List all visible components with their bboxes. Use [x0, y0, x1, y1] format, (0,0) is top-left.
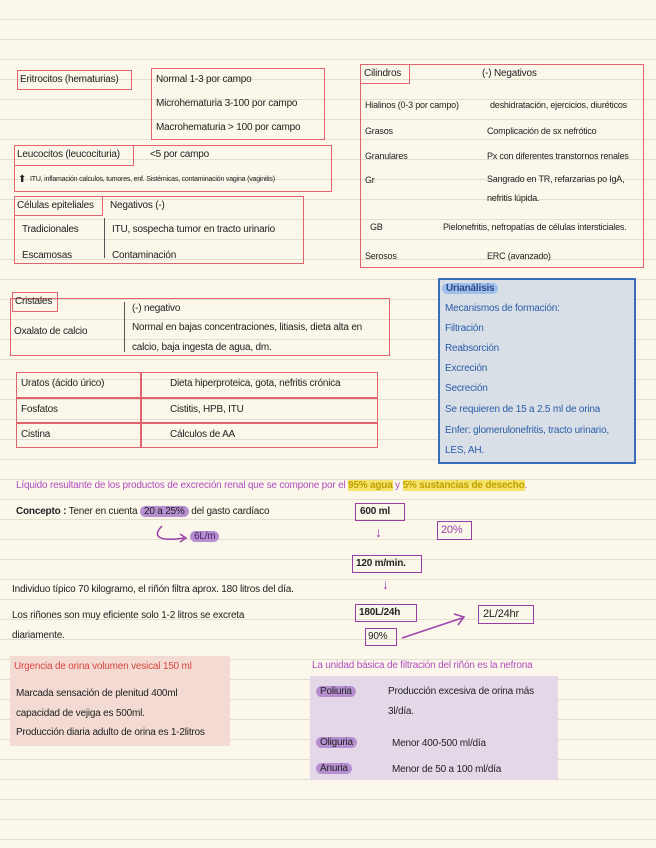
concept-liters: 6L/m	[190, 531, 219, 542]
casts-row-label: Hialinos (0-3 por campo)	[365, 100, 459, 110]
crystals-title-value: (-) negativo	[132, 303, 181, 314]
crystal-table-label: Fosfatos	[21, 404, 58, 415]
crystal-table-value: Cálculos de AA	[170, 429, 236, 440]
concept-label: Concepto :	[16, 506, 67, 517]
squamous-value: Contaminación	[112, 250, 177, 261]
epithelial-value: Negativos (-)	[110, 200, 165, 211]
right-up-arrow-icon	[400, 612, 470, 642]
transitional-label: Tradicionales	[22, 224, 79, 235]
nephron-desc: Menor 400-500 ml/día	[392, 738, 486, 749]
crystal-table-value: Dieta hiperproteica, gota, nefritis crónica	[170, 378, 341, 389]
casts-title: Cilindros	[364, 68, 402, 79]
transitional-value: ITU, sospecha tumor en tracto urinario	[112, 224, 276, 235]
casts-row-label: GB	[370, 222, 383, 232]
definition-text-a: Líquido resultante de los productos de excreción renal que se compone por el	[16, 480, 349, 491]
fact-line-2a: Los riñones son muy eficiente solo 1-2 litros se excreta	[12, 610, 245, 621]
concept-line	[16, 506, 269, 517]
definition-waste: 5% sustancias de desecho	[402, 480, 525, 491]
urinalysis-line: Enfer: glomerulonefritis, tracto urinario,	[445, 425, 609, 436]
flow-box-120-label: 120 m/min.	[356, 558, 406, 569]
urgency-line: Producción diaria adulto de orina es 1-2litros	[16, 727, 205, 738]
flow-pct-20-label: 20%	[441, 524, 463, 536]
nephron-desc: 3l/día.	[388, 706, 414, 717]
epithelial-label: Células epiteliales	[17, 200, 94, 211]
urgency-line: capacidad de vejiga es 500ml.	[16, 708, 145, 719]
crystal-table-divider-h	[16, 422, 378, 424]
nephron-term: Anuria	[316, 763, 352, 774]
oxalate-value-2: calcio, baja ingesta de agua, dm.	[132, 342, 272, 353]
oxalate-label: Oxalato de calcio	[14, 326, 88, 337]
casts-title-value: (-) Negativos	[482, 68, 537, 79]
crystal-table-label: Cistina	[21, 429, 51, 440]
casts-row-label: Grasos	[365, 126, 393, 136]
urinalysis-line: Filtración	[445, 323, 484, 334]
casts-row-value: ERC (avanzado)	[487, 251, 551, 261]
urinalysis-line: Se requieren de 15 a 2.5 ml de orina	[445, 404, 601, 415]
erythrocytes-macro: Macrohematuria > 100 por campo	[156, 122, 301, 133]
erythrocytes-normal: Normal 1-3 por campo	[156, 74, 252, 85]
erythrocytes-micro: Microhematuria 3-100 por campo	[156, 98, 298, 109]
concept-highlight: 20 a 25%	[140, 506, 189, 517]
curved-arrow-icon	[150, 522, 190, 544]
leukocytes-note: ITU, inflamación calculos, tumores, enf. Sistémicas, contaminación vagina (vaginitis)	[30, 176, 275, 183]
flow-box-2l-label: 2L/24hr	[483, 608, 519, 620]
crystals-divider	[124, 302, 125, 352]
nephron-term: Poliuria	[316, 686, 356, 697]
leukocytes-label: Leucocitos (leucocituria)	[17, 149, 120, 160]
oxalate-value-1: Normal en bajas concentraciones, litiasis, dieta alta en	[132, 322, 363, 333]
casts-row-value: deshidratación, ejercicios, diuréticos	[490, 100, 627, 110]
casts-row-value: Complicación de sx nefrótico	[487, 126, 597, 136]
fact-line-2b: diariamente.	[12, 630, 65, 641]
urinalysis-line: LES, AH.	[445, 445, 484, 456]
casts-row-value: Sangrado en TR, refarzarias po IgA, nefritis lúpida.	[487, 174, 625, 203]
down-arrow-icon: ↓	[382, 576, 389, 592]
crystals-title: Cristales	[15, 296, 53, 307]
urgency-line: Marcada sensación de plenitud 400ml	[16, 688, 178, 699]
epithelial-divider	[104, 218, 105, 258]
definition-and: y	[392, 480, 403, 491]
urinalysis-line: Secreción	[445, 383, 488, 394]
urinalysis-line: Excreción	[445, 363, 488, 374]
urgency-title: Urgencia de orina volumen vesical 150 ml	[14, 661, 192, 672]
casts-row-value: Pielonefritis, nefropatías de células intersticiales.	[443, 222, 627, 232]
leukocytes-value: <5 por campo	[150, 149, 210, 160]
up-arrow-icon: ⬆	[18, 174, 27, 185]
flow-pct-90-label: 90%	[368, 631, 388, 642]
concept-rest: del gasto cardíaco	[191, 506, 270, 517]
casts-row-label: Serosos	[365, 251, 397, 261]
crystal-table-value: Cistitis, HPB, ITU	[170, 404, 244, 415]
fact-line-1: Individuo típico 70 kilogramo, el riñón filtra aprox. 180 litros del día.	[12, 584, 294, 595]
definition-end: .	[524, 480, 528, 491]
urinalysis-line: Mecanismos de formación:	[445, 303, 560, 314]
casts-row-label: Granulares	[365, 151, 408, 161]
nephron-desc: Producción excesiva de orina más	[388, 686, 534, 697]
casts-row-value: Px con diferentes transtornos renales	[487, 151, 629, 161]
nephron-title: La unidad básica de filtración del riñón es la nefrona	[312, 660, 533, 671]
flow-box-180-label: 180L/24h	[359, 607, 401, 618]
erythrocytes-label: Eritrocitos (hematurias)	[20, 74, 119, 85]
down-arrow-icon: ↓	[375, 524, 382, 540]
crystal-table-divider-v	[140, 372, 142, 448]
crystal-table-divider-h	[16, 397, 378, 399]
casts-box	[360, 64, 644, 268]
urinalysis-title: Urianálisis	[442, 283, 498, 294]
definition-text	[16, 480, 527, 491]
squamous-label: Escamosas	[22, 250, 72, 261]
casts-row-label: Gr	[365, 175, 375, 185]
urinalysis-line: Reabsorción	[445, 343, 499, 354]
nephron-desc: Menor de 50 a 100 ml/día	[392, 764, 502, 775]
nephron-term: Oliguria	[316, 737, 357, 748]
definition-water: 95% agua	[348, 480, 393, 491]
concept-text: Tener en cuenta	[68, 506, 138, 517]
crystal-table-label: Uratos (ácido úrico)	[21, 378, 105, 389]
flow-box-600-label: 600 ml	[360, 506, 390, 517]
